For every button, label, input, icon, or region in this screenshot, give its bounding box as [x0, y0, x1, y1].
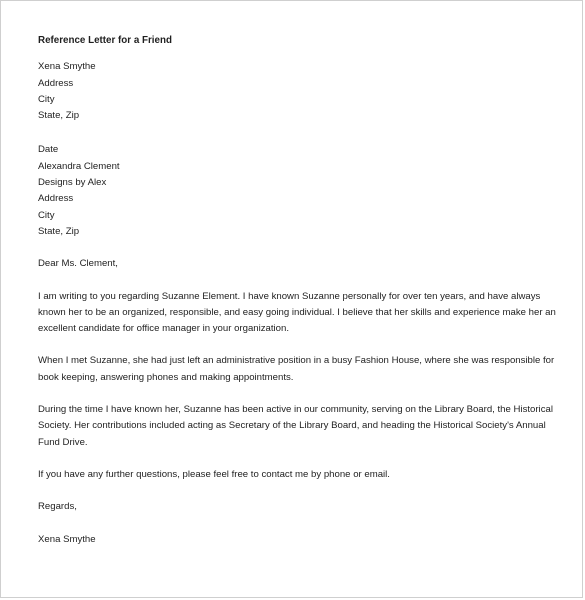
- signature-name: Xena Smythe: [38, 533, 96, 545]
- paragraph-line: known her to be an organized, responsible, and easy going individual. I believe that her skills and experience make her an: [38, 306, 556, 318]
- sender-address: Address: [38, 77, 74, 89]
- recipient-name: Alexandra Clement: [38, 160, 120, 172]
- sender-state-zip: State, Zip: [38, 110, 80, 122]
- paragraph-line: I am writing to you regarding Suzanne Element. I have known Suzanne personally for over ten years, and have always: [38, 290, 541, 302]
- paragraph-3: [38, 402, 553, 451]
- paragraph-2: [38, 353, 553, 386]
- sender-name: Xena Smythe: [38, 61, 96, 73]
- recipient-city: City: [38, 209, 55, 221]
- paragraph-line: excellent candidate for office manager in your organization.: [38, 323, 290, 335]
- paragraph-4: [38, 467, 553, 483]
- sender-city: City: [38, 93, 55, 105]
- sender-block: [38, 59, 553, 124]
- recipient-address: Address: [38, 193, 74, 205]
- paragraph-line: If you have any further questions, please feel free to contact me by phone or email.: [38, 468, 390, 480]
- paragraph-line: When I met Suzanne, she had just left an administrative position in a busy Fashion House, where she was responsible for: [38, 355, 555, 367]
- recipient-state-zip: State, Zip: [38, 225, 80, 237]
- paragraph-line: Fund Drive.: [38, 436, 88, 448]
- document-title: Reference Letter for a Friend: [38, 35, 172, 46]
- salutation: Dear Ms. Clement,: [38, 258, 118, 270]
- letter-date: Date: [38, 144, 59, 156]
- recipient-company: Designs by Alex: [38, 177, 107, 189]
- letter-body: [38, 33, 556, 548]
- paragraph-1: [38, 289, 556, 338]
- paragraph-line: During the time I have known her, Suzanne has been active in our community, serving on the Library Board, the Historical: [38, 404, 553, 416]
- closing: Regards,: [38, 501, 77, 513]
- paragraph-line: Society. Her contributions included acting as Secretary of the Library Board, and heading the Historical Society's Annual: [38, 420, 546, 432]
- recipient-block: [38, 142, 553, 240]
- paragraph-line: book keeping, answering phones and making appointments.: [38, 371, 294, 383]
